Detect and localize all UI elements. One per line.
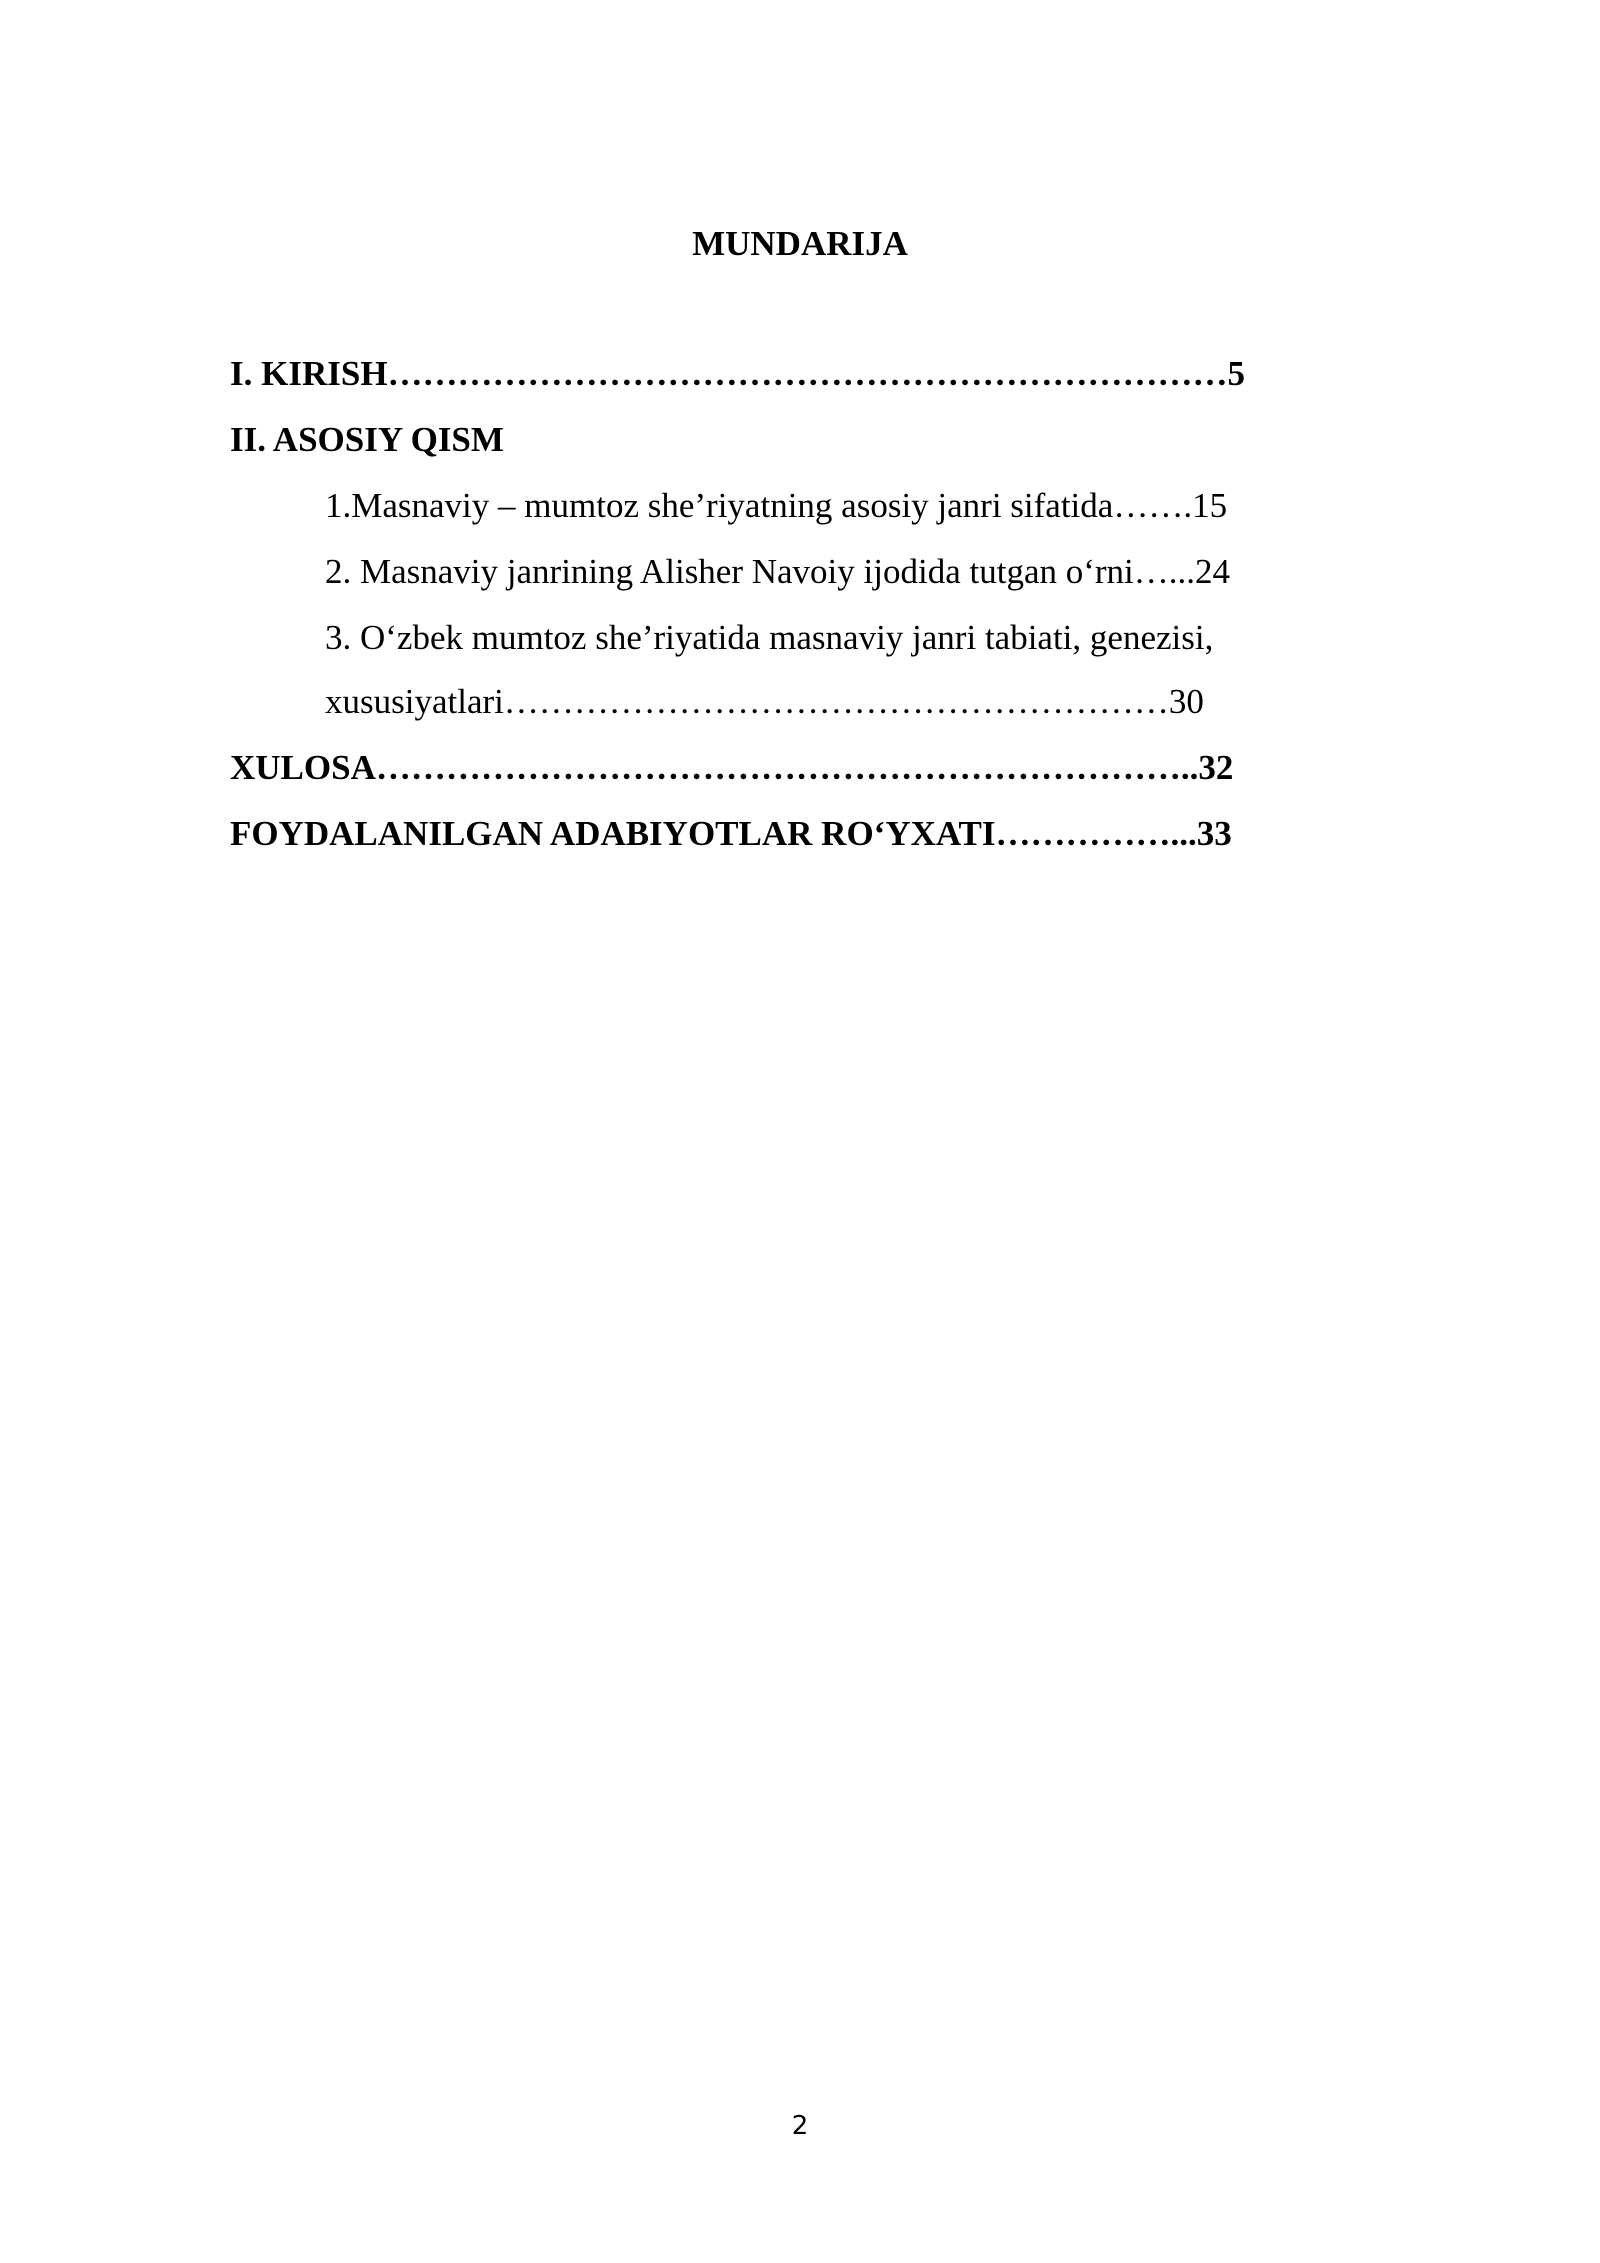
page-number: 2 (791, 2111, 809, 2141)
toc-entry-asosiy-qism: II. ASOSIY QISM (230, 420, 504, 459)
toc-subentry-2: 2. Masnaviy janrining Alisher Navoiy ijodida tutgan o‘rni…...24 (325, 552, 1231, 591)
toc-entry-kirish: I. KIRISH………………………………………………………………5 (230, 354, 1246, 393)
page-title: MUNDARIJA (692, 224, 908, 263)
toc-entry-adabiyotlar: FOYDALANILGAN ADABIYOTLAR RO‘YXATI……………...33 (230, 814, 1232, 853)
toc-subentry-1: 1.Masnaviy – mumtoz she’riyatning asosiy janri sifatida…….15 (325, 486, 1228, 525)
toc-subentry-3-continued: xususiyatlari…………………………………………………30 (325, 682, 1204, 721)
toc-entry-xulosa: XULOSA……………………………………………………………..32 (230, 748, 1234, 787)
toc-subentry-3: 3. O‘zbek mumtoz she’riyatida masnaviy janri tabiati, genezisi, (325, 618, 1214, 657)
